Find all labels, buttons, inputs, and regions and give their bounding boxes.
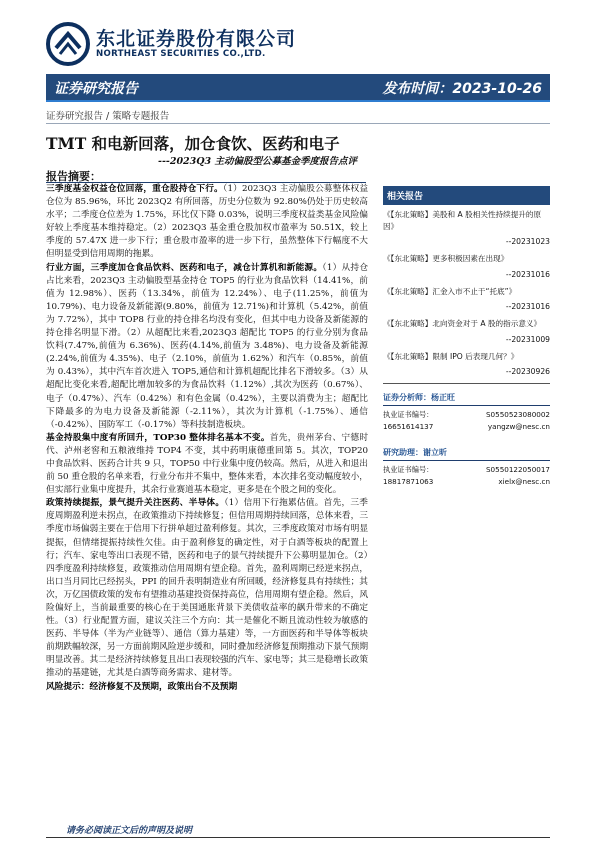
related-report-date: --20230926 (505, 367, 550, 376)
email-link[interactable]: xielx@nesc.cn (498, 477, 550, 486)
page-subtitle: ---2023Q3 主动偏股型公募基金季度报告点评 (158, 156, 357, 167)
risk-warning (46, 681, 368, 694)
company-logo (46, 22, 306, 68)
paragraph-lead: 风险提示：经济修复不及预期，政策出台不及预期 (46, 681, 238, 692)
company-logo-icon (46, 22, 90, 66)
email-link[interactable]: yangzw@nesc.cn (487, 422, 550, 431)
assistant-contact (383, 476, 550, 488)
cert-label: 执业证书编号： (383, 465, 434, 474)
paragraph-lead: 行业方面，三季度加仓食品饮料、医药和电子，减仓计算机和新能源。 (46, 262, 323, 273)
paragraph (46, 432, 368, 497)
paragraph (46, 262, 368, 432)
related-report-date: --20231016 (505, 269, 550, 279)
header-band (46, 74, 550, 102)
footer-disclaimer: 请务必阅读正文后的声明及说明 (66, 826, 193, 836)
report-type: 证券研究报告 (54, 81, 138, 97)
paragraph-lead: 政策持续提振，景气提升关注医药、半导体。 (46, 498, 225, 509)
related-report-link[interactable]: 《【东北策略】更多积极因素在出现》 (383, 254, 509, 263)
paragraph-text: （1）信用下行拖累估值。首先，三季度周期盈利逆未拐点，在政策推动下持续修复；但信用周期持续回落，总体来看，三季度市场偏弱主要在于信用下行拼单超过盈利修复。其次，三季度政策对市场有明显提振，但情绪提振持续性欠佳。由于盈利修复的确定性，对于白酒等板块的配置上行；汽车、家电等出口表现不错，医药和电子的景气持续提升下公募明显加仓。（2）四季度盈利持续修复，政策推动信用周期有望企稳。首先，盈利周期已经逆来拐点，出口当月同比已经拐头，PPI 的回升表明制造业有所回暖，经济修复具有持续性；其次，万亿国债政策的发布有望推动基建投资保持高位，信用周期有望企稳。然后，风险偏好上，当前最重要的核心在于美国通胀背景下美债收益率的飙升带来的不确定性。（3）行业配置方面，建议关注三个方向：其一是催化不断且流动性较为敏感的医药、半导体（半为产业链等）、通信（算力基建）等，一方面医药和半导体等板块前期跌幅较深，另一方面前期风险逆步缓和，同时叠加经济修复预期推动下景气预期明显改善。其二是经济持续修复且出口表现较强的汽车、家电等；其三是稳增长政策推动的基建链，尤其是白酒等商务需求、建材等。 (46, 498, 368, 679)
divider (46, 123, 550, 124)
paragraph-lead: 三季度基金权益仓位回落，重仓股持仓下行。 (46, 184, 223, 194)
analyst-contact (383, 421, 550, 433)
assistant-heading: 研究助理：谢立昕 (383, 447, 550, 461)
assistant-cert (383, 464, 550, 476)
cert-number: S0550122050017 (485, 465, 550, 474)
page-title: TMT 和电新回落，加仓食饮、医药和电子 (46, 134, 340, 153)
paragraph-text: 首先，贵州茅台、宁德时代、泸州老窖和五粮液维持 TOP4 不变，其中药明康德重回第 5。其次，TOP20 中食品饮料、医药合计共 9 只，TOP50 中行业集中度仍较高。然后，从进入和退出前 50 重仓股的名单来看，行业分布并不集中，整体来看，本次排名变动幅度较小，但实部行业集中度提升，其余行业赛道基本稳定，更多是在个股之间的变化。 (46, 432, 369, 496)
related-report-link[interactable]: 《【东北策略】美股和 A 股相关性持续提升的原因》 (383, 210, 542, 231)
divider (383, 383, 550, 384)
paragraph (46, 183, 368, 262)
related-reports-heading: 相关报告 (383, 186, 550, 205)
company-name-cn: 东北证券股份有限公司 (96, 28, 297, 50)
analyst-heading: 证券分析师：杨正旺 (383, 392, 550, 406)
footer-divider (46, 837, 550, 838)
paragraph (46, 497, 368, 680)
paragraph-text: （1）2023Q3 主动偏股公募整体权益仓位为 85.96%，环比 2023Q2 有所回落，历史分位数为 92.80%仍处于历史较高水平；二季度仓位差为 1.75%，环比仅下降 0.03%，说明三季度权益类基金风险偏好较上季度基本维持稳定。（2）2023Q3 基金重仓股加权市盈率为 50.51X，较上季度的 57.47X 进一步下行；重仓股市盈率的进一步下行，虽然整体下行幅度不大但明显受到信用周期的拖累。 (46, 184, 369, 260)
abstract-heading: 报告摘要： (46, 170, 101, 183)
paragraph-text: （1）从持仓占比来看，2023Q3 主动偏股型基金持仓 TOP5 的行业为食品饮料（14.41%，前值为 12.98%）、医药（13.34%，前值为 12.24%）、电子(11.25%，前值为 10.79%)、电力设备及新能源(9.80%，前值为 12.71%)和计算机（5.42%，前值为 7.72%），其中 TOP8 行业的持仓排名均没有变化，但其中电力设备及新能源的持仓排名明显下滑。（2）从超配比来看,2023Q3 超配比 TOP5 的行业分别为食品饮料(7.47%,前值为 6.36%)、医药(4.14%,前值为 3.48%)、电力设备及新能源(2.24%,前值为 4.35%)、电子（2.10%，前值为 1.62%）和汽车（0.85%，前值为 0.43%），其中汽车首次进入 TOP5,通信和计算机超配比排名下滑较多。（3）从超配比变化来看,超配比增加较多的为食品饮料（1.12%）,其次为医药（0.67%）、电子（0.47%）、汽车（0.42%）和有色金属（0.42%），主要以消费为主；超配比下降最多的为电力设备及新能源（-2.11%），其次为计算机（-1.75%）、通信（-0.42%）、国防军工（-0.17%）等科技制造板块。 (46, 262, 369, 430)
cert-number: S0550523080002 (485, 410, 550, 419)
related-report-date: --20231023 (505, 237, 550, 246)
breadcrumb: 证券研究报告 / 策略专题报告 (46, 111, 170, 122)
company-name-en: NORTHEAST SECURITIES CO.,LTD. (96, 49, 266, 59)
related-report-date: --20231009 (505, 334, 550, 344)
publish-date: 发布时间：2023-10-26 (382, 81, 542, 97)
analyst-cert (383, 409, 550, 421)
related-report-date: --20231016 (505, 302, 550, 311)
phone: 18817871063 (383, 477, 434, 486)
abstract-body (46, 183, 368, 694)
related-reports-list (383, 209, 550, 384)
phone: 16651614137 (383, 422, 434, 431)
sidebar (383, 186, 550, 488)
paragraph-lead: 基金持股集中度有所回升，TOP30 整体排名基本不变。 (46, 432, 270, 443)
related-report-link[interactable]: 《【东北策略】限制 IPO 后表现几何？》 (383, 351, 519, 361)
cert-label: 执业证书编号： (383, 410, 434, 419)
related-report-link[interactable]: 《【东北策略】汇金入市不止于“托底”》 (383, 286, 517, 296)
related-report-link[interactable]: 《【东北策略】北向资金对于 A 股的指示意义》 (383, 319, 542, 328)
